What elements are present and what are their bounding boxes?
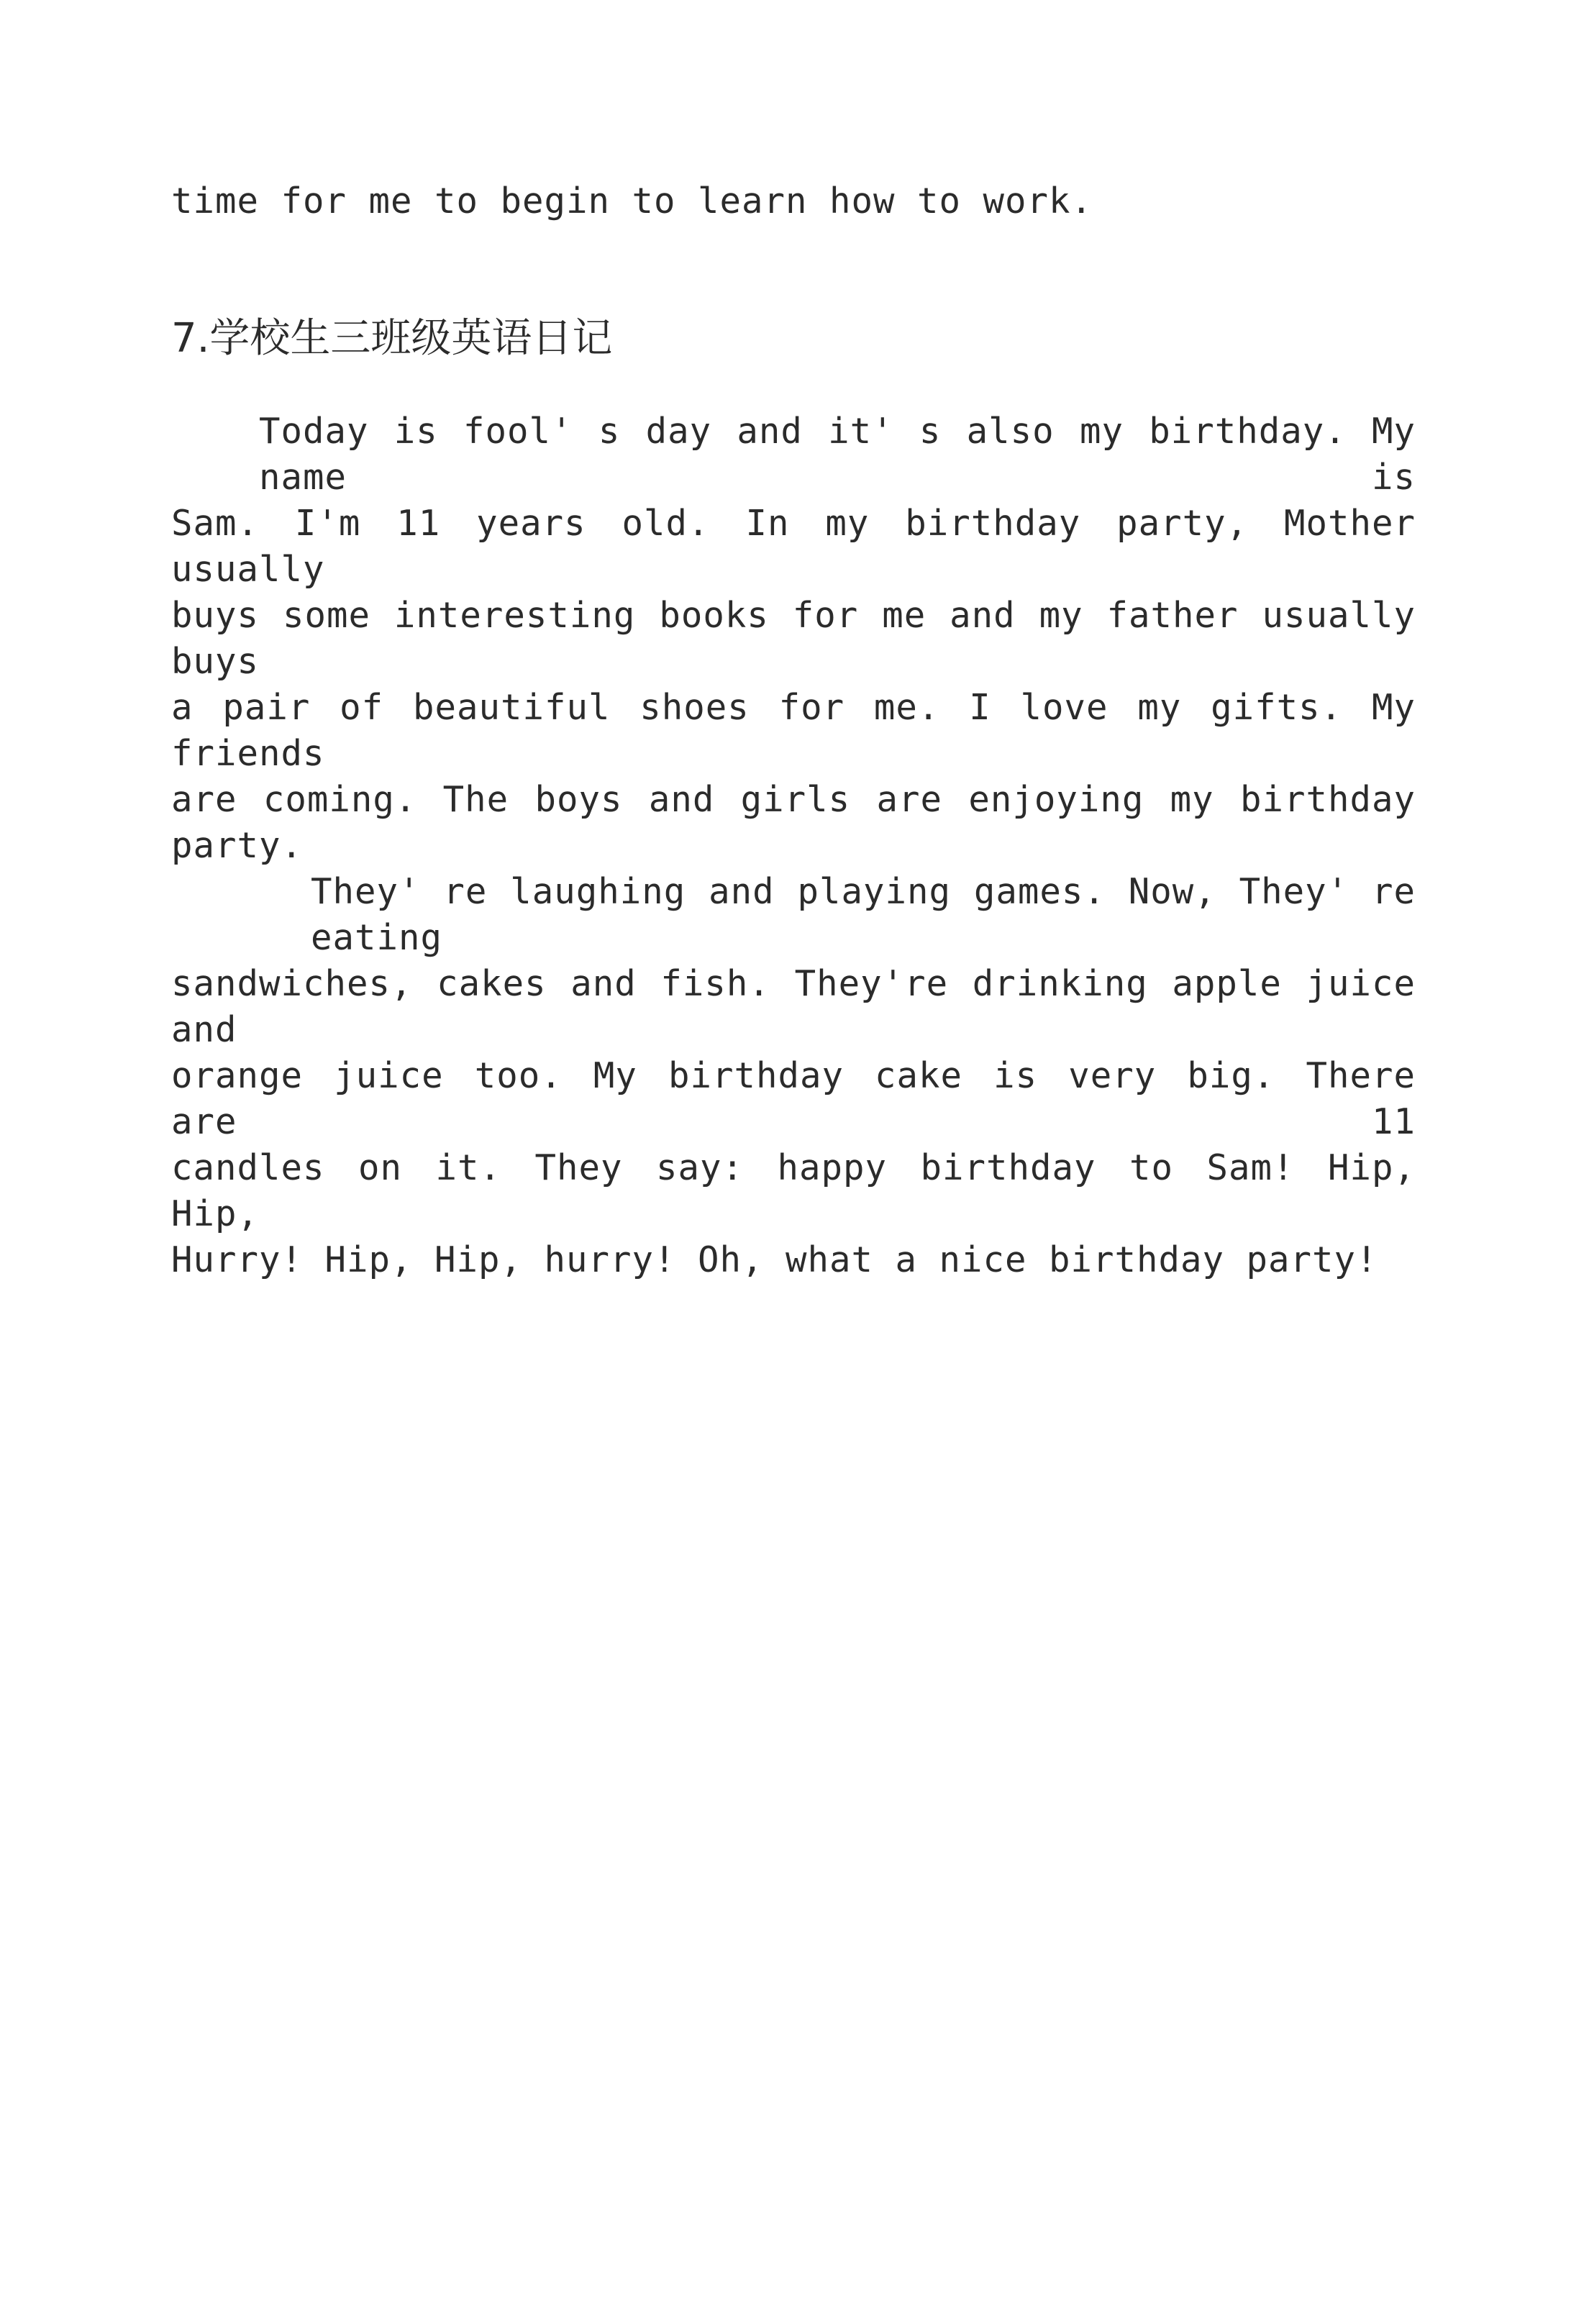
paragraph-line: buys some interesting books for me and my father usually buys <box>171 595 1416 682</box>
paragraph-line: Sam. I'm 11 years old. In my birthday party, Mother usually <box>171 503 1416 590</box>
paragraph-line: a pair of beautiful shoes for me. I love my gifts. My friends <box>171 687 1416 774</box>
paragraph-line: orange juice too. My birthday cake is very big. There are 11 <box>171 1055 1416 1142</box>
paragraph-line: Hurry! Hip, Hip, hurry! Oh, what a nice birthday party! <box>171 1239 1378 1280</box>
continuation-line: time for me to begin to learn how to work. <box>171 181 1093 222</box>
paragraph-line: They' re laughing and playing games. Now, They' re eating <box>311 871 1416 958</box>
section-heading: 7.学校生三班级英语日记 <box>171 315 613 362</box>
paragraph-line: are coming. The boys and girls are enjoying my birthday party. <box>171 779 1416 866</box>
paragraph-line: candles on it. They say: happy birthday to Sam! Hip, Hip, <box>171 1147 1416 1234</box>
paragraph-line: Today is fool' s day and it' s also my birthday. My name is <box>259 411 1416 498</box>
paragraph-line: sandwiches, cakes and fish. They're drinking apple juice and <box>171 963 1416 1050</box>
